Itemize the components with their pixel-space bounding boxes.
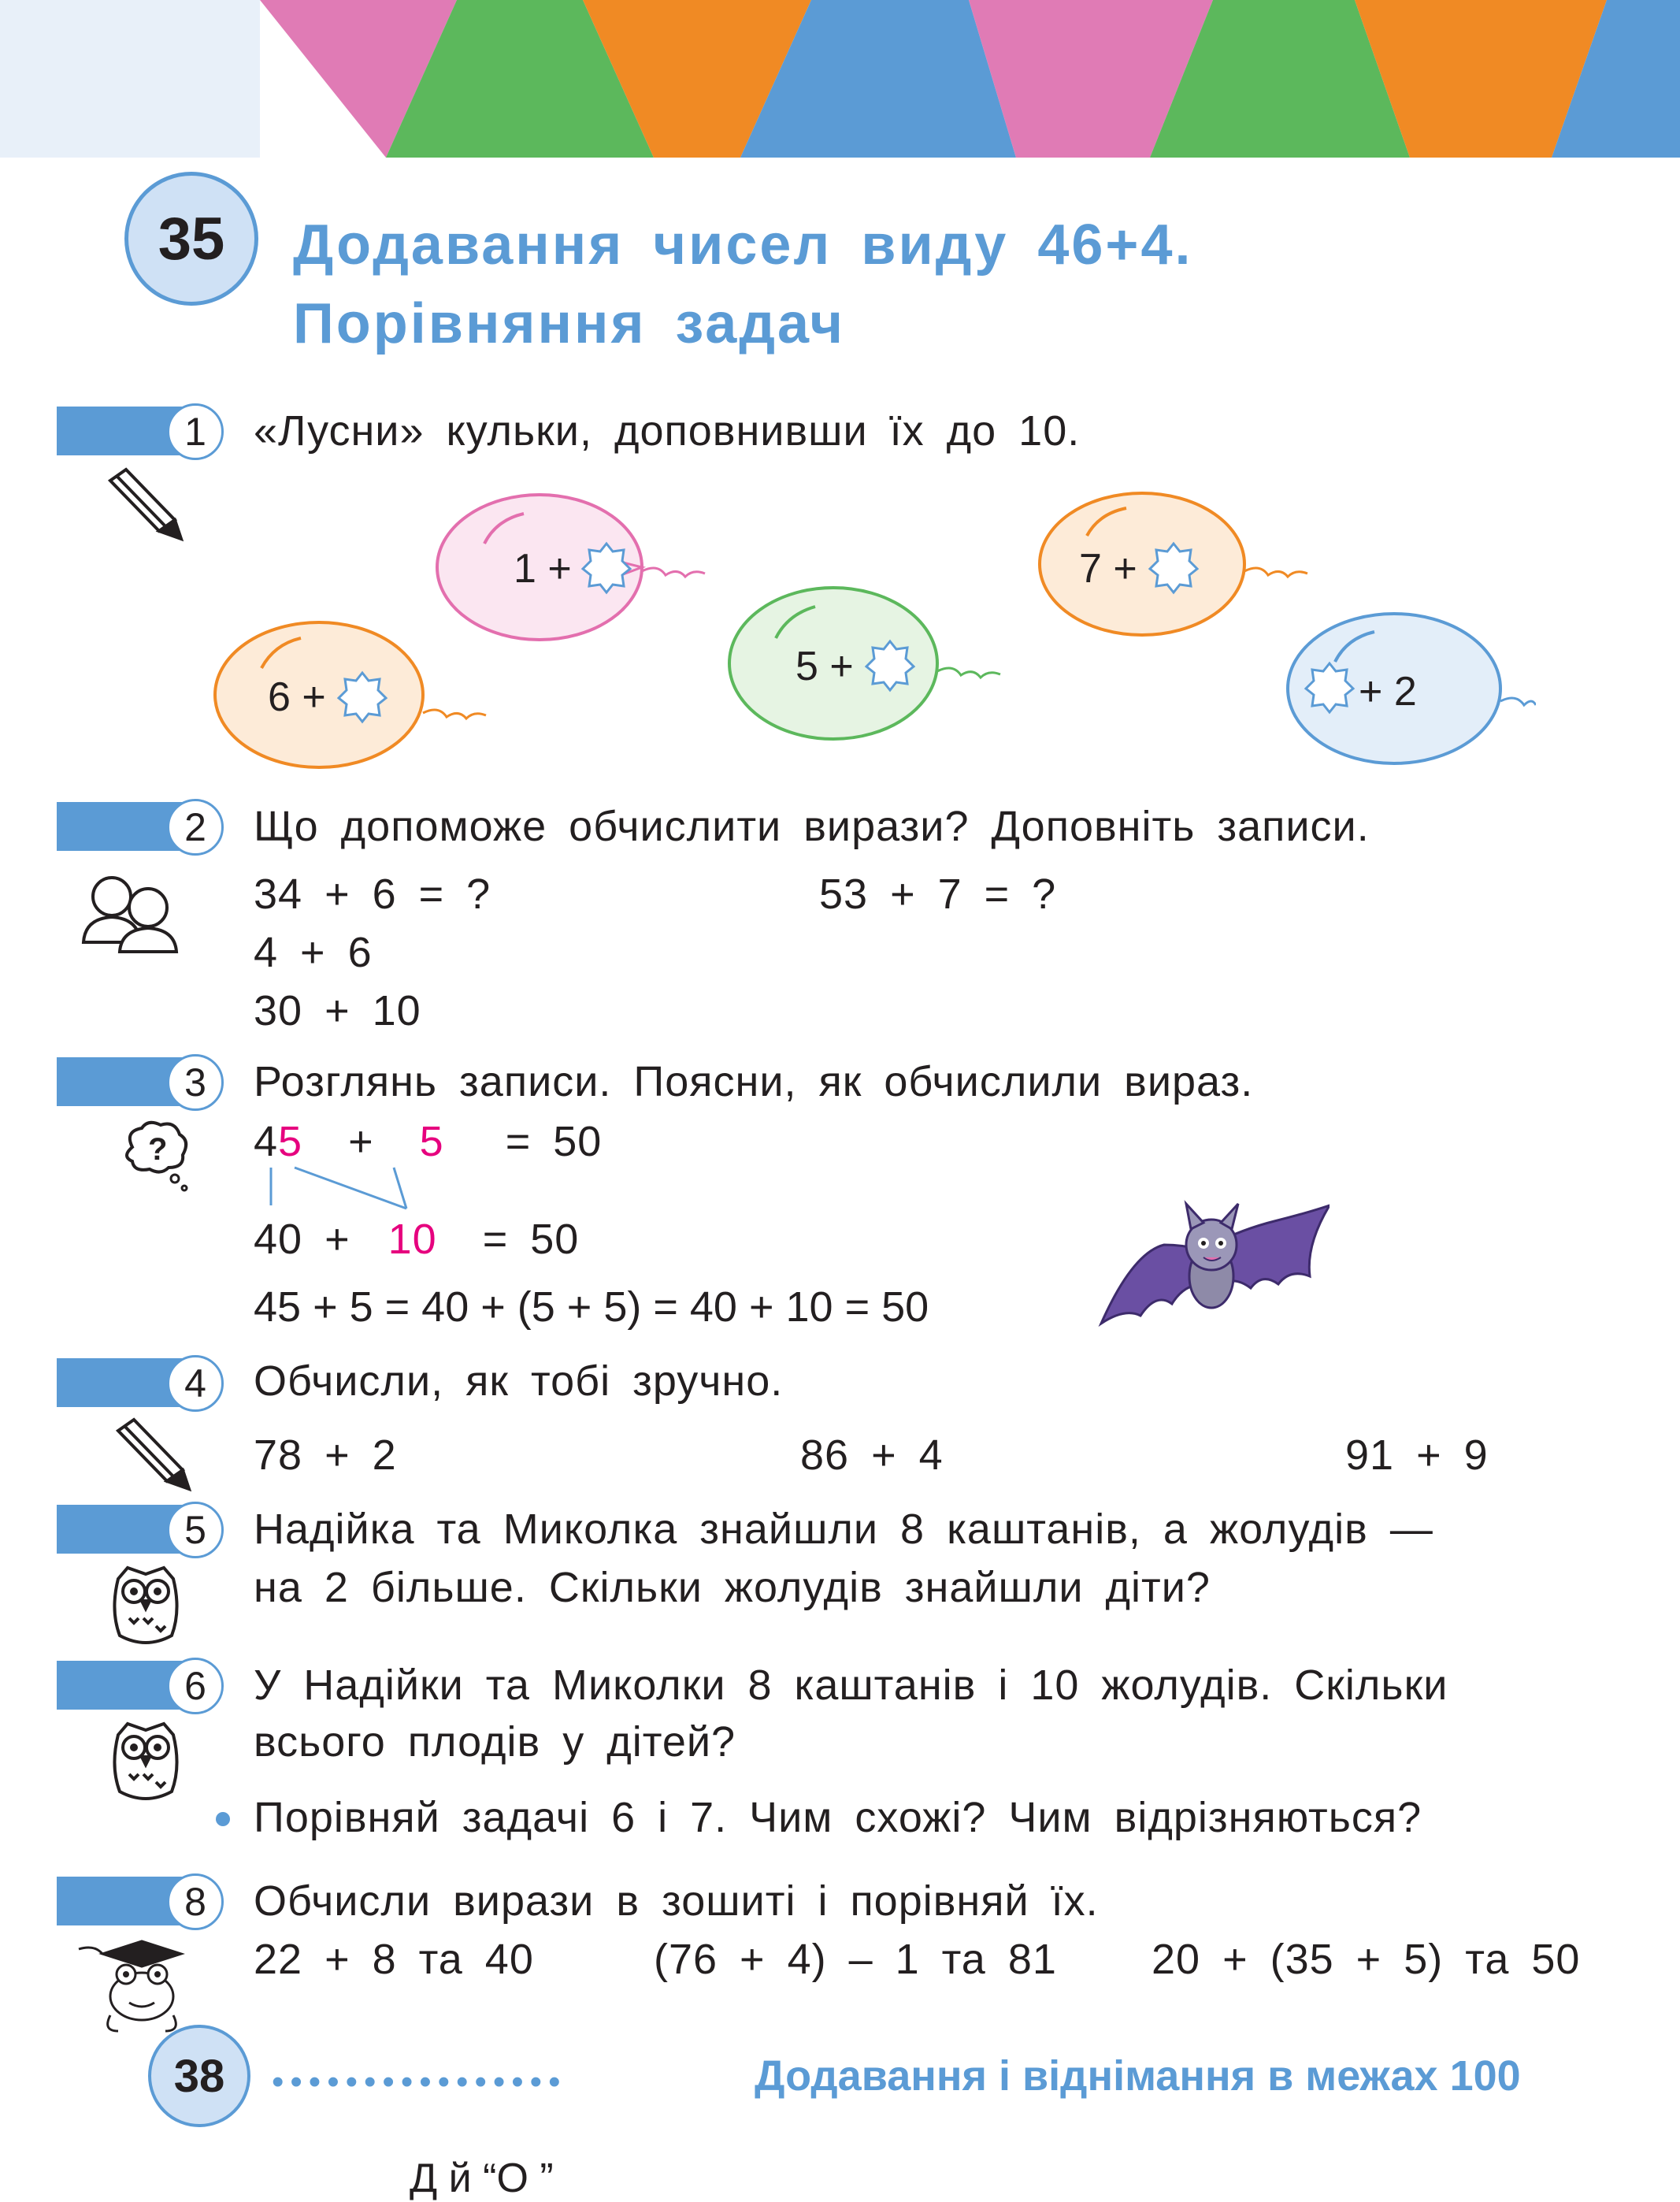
balloon-4-label: 6 +	[268, 674, 326, 720]
balloon-1-label: 1 +	[514, 546, 572, 592]
frog-scholar-icon	[71, 1933, 197, 2036]
task-3-result-1: = 50	[505, 1118, 603, 1165]
owl-icon	[110, 1563, 181, 1650]
footer-dots: ••••••••••••••••	[272, 2063, 567, 2101]
bullet-marker	[216, 1812, 230, 1826]
task-3-text: Розглянь записи. Поясни, як обчислили вираз.	[254, 1058, 1254, 1105]
task-3-line2-a: 40 +	[254, 1216, 350, 1263]
task-3-digit-4: 4	[254, 1118, 279, 1165]
footer-section-title: Додавання і віднімання в межах 100	[755, 2052, 1521, 2100]
svg-text:?: ?	[148, 1132, 168, 1167]
blank-3	[866, 641, 914, 690]
pencil-icon	[110, 1415, 197, 1494]
balloon-5-label: + 2	[1359, 669, 1417, 715]
blank-5	[1306, 663, 1353, 712]
task-2-number: 2	[167, 799, 224, 856]
task-6-text-line2: всього плодів у дітей?	[254, 1718, 736, 1766]
task-3-addend: 5	[419, 1118, 444, 1165]
task-2-text: Що допоможе обчислити вирази? Доповніть записи.	[254, 803, 1370, 850]
task-6-text-line1: У Надійки та Миколки 8 каштанів і 10 жолудів. Скільки	[254, 1662, 1448, 1709]
task-4-text: Обчисли, як тобі зручно.	[254, 1357, 784, 1405]
task-3-line3: 45 + 5 = 40 + (5 + 5) = 40 + 10 = 50	[254, 1283, 929, 1331]
task-3-line1	[254, 1117, 602, 1166]
task-2-step-1: 4 + 6	[254, 929, 373, 976]
balloon-3-label: 5 +	[795, 644, 854, 689]
task-5-text-line2: на 2 більше. Скільки жолудів знайшли діти?	[254, 1564, 1211, 1611]
blank-4	[339, 673, 386, 722]
task-1-number: 1	[167, 403, 224, 460]
lesson-number-badge: 35	[124, 172, 258, 306]
bottom-cropped-text: Д й “О ”	[410, 2156, 554, 2201]
task-3-line2-b: 10	[388, 1216, 437, 1263]
task-3-result-2: = 50	[482, 1216, 580, 1263]
task-3-digit-5: 5	[278, 1118, 303, 1165]
balloons-group	[213, 488, 1536, 772]
task-5-number: 5	[167, 1502, 224, 1558]
task-1-text: «Лусни» кульки, доповнивши їх до 10.	[254, 407, 1081, 455]
task-6-number: 6	[167, 1658, 224, 1714]
lesson-title-line2: Порівняння задач	[293, 292, 846, 355]
balloon-2-label: 7 +	[1079, 546, 1137, 592]
pencil-icon	[102, 465, 189, 544]
bat-illustration	[1093, 1198, 1330, 1339]
top-banner	[0, 0, 1680, 158]
blank-2	[1150, 544, 1197, 592]
task-2-expr-a: 34 + 6 = ?	[254, 871, 491, 918]
task-8-text: Обчисли вирази в зошиті і порівняй їх.	[254, 1877, 1099, 1925]
task-5-text-line1: Надійка та Миколка знайшли 8 каштанів, а жолудів —	[254, 1506, 1433, 1553]
task-4-number: 4	[167, 1355, 224, 1412]
task-3-line2	[254, 1215, 579, 1264]
owl-icon	[110, 1719, 181, 1806]
bullet-text: Порівняй задачі 6 і 7. Чим схожі? Чим відрізняються?	[254, 1794, 1422, 1841]
task-4-expr-1: 78 + 2	[254, 1431, 397, 1479]
task-3-number: 3	[167, 1054, 224, 1111]
task-3-plus: +	[348, 1118, 374, 1165]
task-4-expr-2: 86 + 4	[800, 1431, 944, 1479]
task-8-expr-3: 20 + (35 + 5) та 50	[1152, 1936, 1581, 1983]
page-number: 38	[148, 2025, 250, 2127]
lesson-title-line1: Додавання чисел виду 46+4.	[293, 214, 1193, 277]
task-4-expr-3: 91 + 9	[1345, 1431, 1489, 1479]
task-8-expr-2: (76 + 4) – 1 та 81	[654, 1936, 1057, 1983]
task-8-expr-1: 22 + 8 та 40	[254, 1936, 534, 1983]
task-8-number: 8	[167, 1873, 224, 1930]
task-3-decomposition-lines	[260, 1164, 417, 1212]
blank-1	[583, 544, 630, 592]
question-thought-icon	[117, 1116, 195, 1194]
task-2-expr-b: 53 + 7 = ?	[819, 871, 1057, 918]
pair-work-icon	[79, 867, 181, 953]
balloon-3	[729, 588, 1000, 739]
task-2-step-2: 30 + 10	[254, 987, 421, 1034]
